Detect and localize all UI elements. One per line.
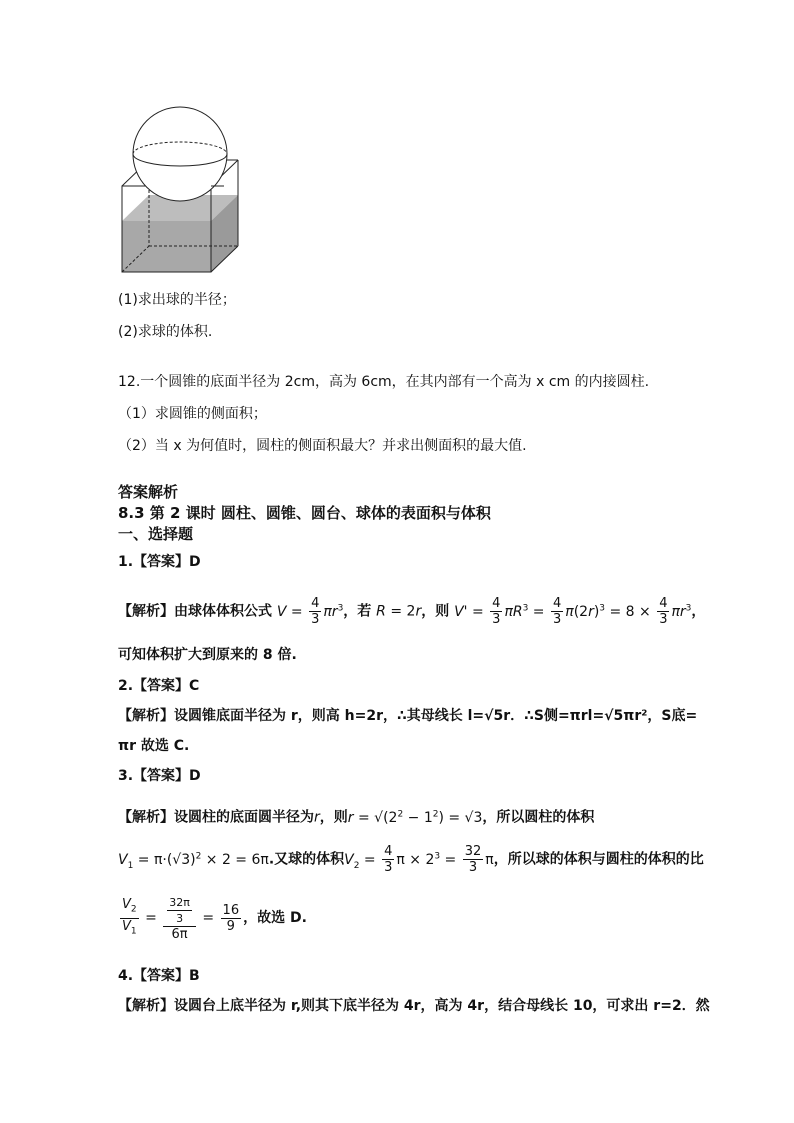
a3-formula-3: $V_2$ = $\frac{4}{3}$ $\pi \times 2^3$ = $\frac{32}{3}$ π [344, 844, 494, 876]
a3-post2: ，所以球的体积与圆柱的体积的比 [493, 851, 704, 868]
a3-formula-1: $r = √(2^2 - 1^2) = √3$ [347, 809, 483, 826]
answer-3-head: 3.【答案】D [118, 768, 201, 784]
answer-3-line1 [118, 804, 594, 828]
answer-1-line1: 【解析】由球体体积公式 V = $\frac{4}{3}$ $\pi r^3$，若 R = 2r，则 V' = $\frac{4}{3}$ $\pi R^3$ = $\frac{4}{3}$ $\pi(2r)^3 = 8$ × $\frac{4}{3}$ $\pi r^3$， [118, 596, 706, 628]
a3-formula-2: $V_1 = \pi\cdot(√3)^2 \times 2 = 6\pi$ [118, 851, 269, 871]
answer-1-line2: 可知体积扩大到原来的 8 倍. [118, 647, 297, 663]
a1-formula-1: V = $\frac{4}{3}$ $\pi r^3$ [276, 596, 344, 628]
q11-sub1: (1)求出球的半径； [118, 292, 236, 308]
q12-stem: 12.一个圆锥的底面半径为 2cm，高为 6cm，在其内部有一个高为 x cm 的内接圆柱. [118, 374, 650, 390]
answer-1-head: 1.【答案】D [118, 554, 201, 570]
a3-post3: ，故选 D. [243, 910, 307, 926]
sphere-in-cube-figure [118, 105, 248, 275]
a1-formula-3: V' = $\frac{4}{3}$ $\pi R^3$ = $\frac{4}{3}$ $\pi(2r)^3 = 8$ × $\frac{4}{3}$ $\pi r^3$ [454, 596, 692, 628]
lesson-title: 8.3 第 2 课时 圆柱、圆锥、圆台、球体的表面积与体积 [118, 504, 491, 522]
answer-2-line2: πr 故选 C. [118, 738, 190, 754]
answers-title: 答案解析 [118, 483, 179, 501]
q11-sub2: (2)求球的体积. [118, 324, 213, 340]
answer-4-head: 4.【答案】B [118, 968, 200, 984]
a3-mid2: .又球的体积 [268, 851, 345, 868]
a3-pre: 【解析】设圆柱的底面圆半径为 [118, 809, 314, 826]
a3-post: ，所以圆柱的体积 [482, 809, 595, 826]
a3-mid: ，则 [319, 809, 348, 826]
answer-3-line2 [118, 836, 704, 885]
a1-mid2: ，则 [421, 603, 450, 620]
a3-r: r [314, 809, 320, 826]
answer-4-line1: 【解析】设圆台上底半径为 r,则其下底半径为 4r，高为 4r，结合母线长 10，可求出 r=2．然 [118, 998, 710, 1014]
answer-3-line3 [118, 888, 307, 948]
q12-sub2: （2）当 x 为何值时，圆柱的侧面积最大？并求出侧面积的最大值. [118, 438, 527, 454]
answer-2-line1: 【解析】设圆锥底面半径为 r，则高 h=2r，∴其母线长 l=√5r．∴S侧=πrl=√5πr²，S底= [118, 708, 698, 724]
answer-2-head: 2.【答案】C [118, 678, 200, 694]
section-title: 一、选择题 [118, 525, 194, 543]
a1-pre: 【解析】由球体体积公式 [118, 603, 272, 620]
a1-mid: ，若 [343, 603, 372, 620]
q12-sub1: （1）求圆锥的侧面积； [118, 406, 267, 422]
sphere [133, 107, 227, 201]
a3-formula-4: $\frac{V_2}{V_1}$ = $\frac{\frac{32\pi}{3}}{6\pi}$ = $\frac{16}{9}$ [122, 895, 240, 942]
a1-formula-2: R = 2r [376, 603, 422, 620]
